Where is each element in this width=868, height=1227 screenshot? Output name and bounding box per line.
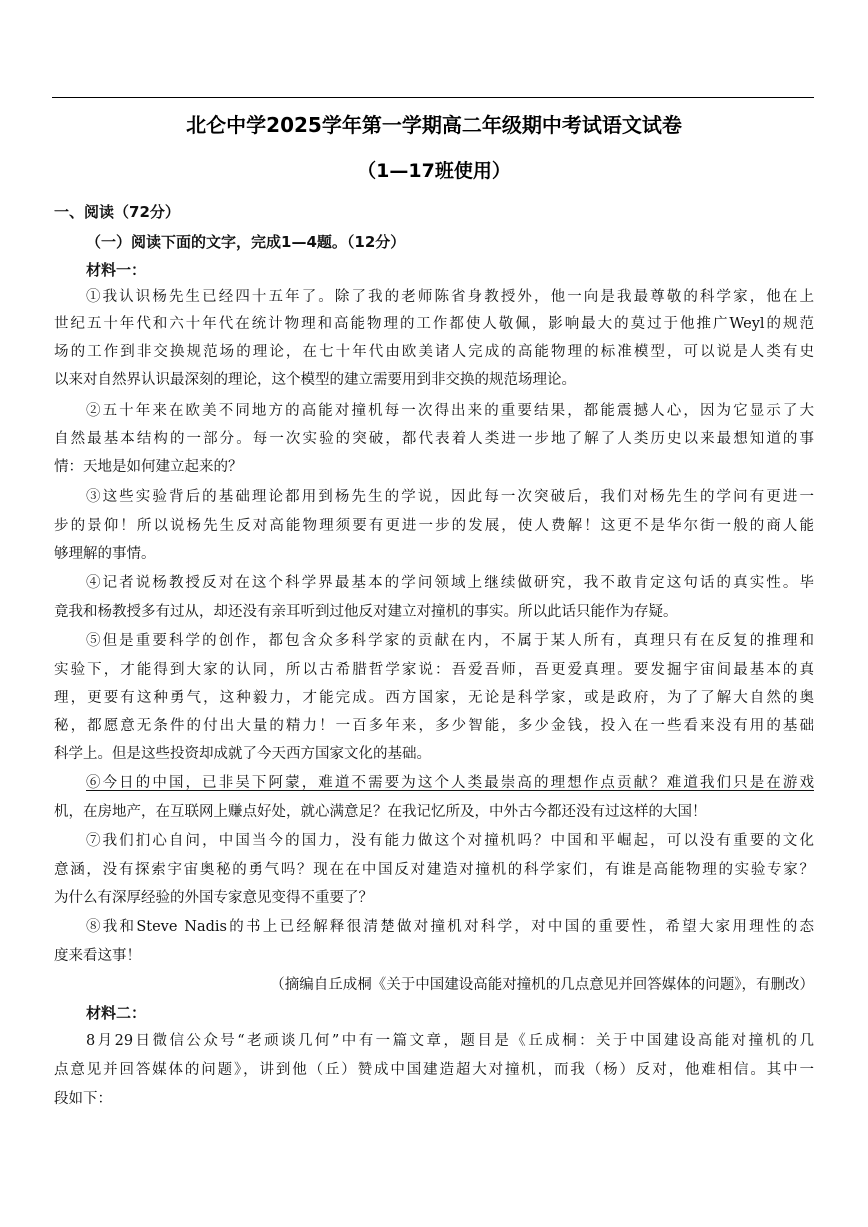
paragraph-line: 实验下，才能得到大家的认同，所以古希腊哲学家说：吾爱吾师，吾更爱真理。要发掘宇宙间最基本的真: [54, 662, 814, 678]
paragraph-line: 步的景仰！所以说杨先生反对高能物理须要有更进一步的发展，使人费解！这更不是华尔街一般的商人能: [54, 518, 814, 534]
paragraph-line: 自然最基本结构的一部分。每一次实验的突破，都代表着人类进一步地了解了人类历史以来最想知道的事: [54, 431, 814, 447]
paragraph-line: ④记者说杨教授反对在这个科学界最基本的学问领域上继续做研究，我不敢肯定这句话的真实性。毕: [86, 575, 814, 591]
header-rule: [52, 97, 814, 98]
material-two-label: 材料二：: [86, 1004, 147, 1022]
paragraph-line: ②五十年来在欧美不同地方的高能对撞机每一次得出来的重要结果，都能震撼人心，因为它显示了大: [86, 403, 814, 419]
paragraph-line: 度来看这事！: [54, 948, 141, 964]
source-citation: （摘编自丘成桐《关于中国建设高能对撞机的几点意见并回答媒体的问题》，有删改）: [270, 977, 814, 993]
exam-subtitle: （1—17班使用）: [357, 160, 511, 182]
exam-title: 北仑中学2025学年第一学期高二年级期中考试语文试卷: [186, 113, 682, 137]
paragraph-line: 情：天地是如何建立起来的？: [54, 459, 243, 475]
underlined-sentence: ⑥今日的中国，已非吴下阿蒙，难道不需要为这个人类最崇高的理想作点贡献？难道我们只是在游戏: [86, 775, 814, 791]
paragraph-line: 点意见并回答媒体的问题》，讲到他（丘）赞成中国建造超大对撞机，而我（杨）反对，他难相信。其中一: [54, 1062, 814, 1078]
paragraph-line: ⑦我们扪心自问，中国当今的国力，没有能力做这个对撞机吗？中国和平崛起，可以没有重要的文化: [86, 833, 814, 849]
paragraph-line: 世纪五十年代和六十年代在统计物理和高能物理的工作都使人敬佩，影响最大的莫过于他推广Weyl的规范: [54, 316, 814, 332]
paragraph-line: 竟我和杨教授多有过从，却还没有亲耳听到过他反对建立对撞机的事实。所以此话只能作为存疑。: [54, 604, 678, 620]
material-one-label: 材料一：: [86, 261, 147, 279]
paragraph-line: 机，在房地产，在互联网上赚点好处，就心满意足？在我记忆所及，中外古今都还没有过这样的大国！: [54, 804, 707, 820]
paragraph-line: 为什么有深厚经验的外国专家意见变得不重要了？: [54, 890, 373, 906]
paragraph-line: 场的工作到非交换规范场的理论，在七十年代由欧美诸人完成的高能物理的标准模型，可以说是人类有史: [54, 344, 814, 360]
paragraph-line: 理，更要有这种勇气，这种毅力，才能完成。西方国家，无论是科学家，或是政府，为了了解大自然的奥: [54, 690, 814, 706]
paragraph-line: ⑤但是重要科学的创作，都包含众多科学家的贡献在内，不属于某人所有，真理只有在反复的推理和: [86, 633, 814, 649]
section-heading: 一、阅读（72分）: [54, 203, 180, 221]
paragraph-line: 8月29日微信公众号“老顽谈几何”中有一篇文章，题目是《丘成桐：关于中国建设高能对撞机的几: [86, 1033, 814, 1049]
paragraph-line: 以来对自然界认识最深刻的理论，这个模型的建立需要用到非交换的规范场理论。: [54, 372, 576, 388]
paragraph-line: 秘，都愿意无条件的付出大量的精力！一百多年来，多少智能，多少金钱，投入在一些看来没有用的基础: [54, 718, 814, 734]
paragraph-line: 段如下：: [54, 1091, 112, 1107]
paragraph-line: 意涵，没有探索宇宙奥秘的勇气吗？现在在中国反对建造对撞机的科学家们，有谁是高能物理的实验专家？: [54, 862, 814, 878]
section-subheading: （一）阅读下面的文字，完成1—4题。（12分）: [86, 233, 406, 251]
paragraph-line: ③这些实验背后的基础理论都用到杨先生的学说，因此每一次突破后，我们对杨先生的学问有更进一: [86, 489, 814, 505]
paragraph-line: ⑧我和Steve Nadis的书上已经解释很清楚做对撞机对科学，对中国的重要性，希望大家用理性的态: [86, 919, 814, 935]
paragraph-line: 科学上。但是这些投资却成就了今天西方国家文化的基础。: [54, 746, 431, 762]
paragraph-line: ①我认识杨先生已经四十五年了。除了我的老师陈省身教授外，他一向是我最尊敬的科学家，他在上: [86, 289, 814, 305]
paragraph-line: 够理解的事情。: [54, 546, 156, 562]
